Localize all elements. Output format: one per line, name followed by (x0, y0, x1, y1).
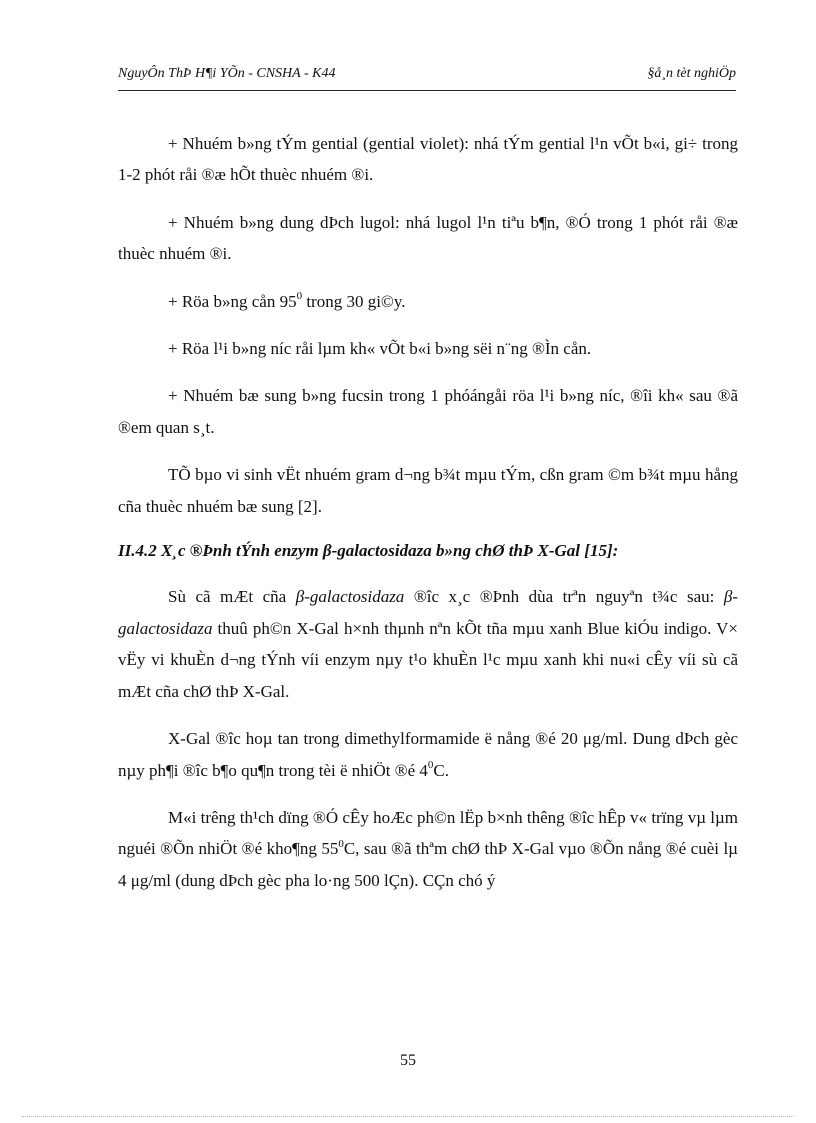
paragraph-text: Sù cã mÆt cña (168, 587, 296, 607)
paragraph-text: + Röa b»ng cån 95 (168, 291, 297, 311)
enzyme-name: β-galactosidaza (295, 587, 405, 607)
paragraph-gential: + Nhuém b»ng tÝm gential (gential violet): nhá tÝm gential l¹n vÕt b«i, gi÷ trong 1-2 phót råi ®æ hÕt thuèc nhuém ®i. (118, 134, 738, 185)
paragraph-text: M«i trêng th¹ch dïng ®Ó cÊy hoÆc ph©n lËp b×nh thêng ®îc hÊp v« trïng vµ lµm nguéi ®Õn nhiÖt ®é kho¶ng 55 (118, 807, 738, 859)
paragraph-text: X-Gal ®îc hoµ tan trong dimethylformamide ë nång ®é 20 μg/ml. Dung dÞch gèc nµy ph¶i ®îc b¶o qu¶n trong tèi ë nhiÖt ®é 4 (118, 729, 738, 780)
paragraph-lugol: + Nhuém b»ng dung dÞch lugol: nhá lugol l¹n tiªu b¶n, ®Ó trong 1 phót råi ®æ thuèc nhuém ®i. (118, 212, 738, 264)
paragraph-principle (118, 581, 738, 707)
paragraph-gram-result: TÕ bµo vi sinh vËt nhuém gram d¬ng b¾t mµu tÝm, cßn gram ©m b¾t mµu hång cña thuèc nhuém bæ sung [2]. (118, 465, 738, 516)
paragraph-text: trong 30 gi©y. (302, 291, 406, 311)
enzyme-name: β-galactosidaza (118, 587, 738, 638)
page-number: 55 (400, 1052, 416, 1069)
paragraph-water-wash: + Röa l¹i b»ng níc råi lµm kh« vÕt b«i b»ng sëi n¨ng ®Ìn cån. (168, 339, 592, 359)
paragraph-text: thuû ph©n X-Gal h×nh thµnh nªn kÕt tña mµu xanh Blue kiÓu indigo. V× vËy vi khuÈn d¬ng tÝnh víi enzym nµy t¹o khuÈn l¹c mµu xanh khi nu«i cÊy víi sù cã mÆt cña chØ thÞ X-Gal. (118, 618, 738, 701)
degree-superscript: 0 (427, 758, 434, 771)
section-heading: II.4.2 X¸c ®Þnh tÝnh enzym β-galactosidaza b»ng chØ thÞ X-Gal [15]: (118, 541, 619, 561)
header-doc-type: §å¸n tèt nghiÖp (647, 66, 736, 81)
page-bottom-border (22, 1116, 794, 1117)
paragraph-text: C, sau ®ã thªm chØ thÞ X-Gal vµo ®Õn nång ®é cuèi lµ 4 μg/ml (dung dÞch gèc pha lo·ng 500 lÇn). CÇn chó ý (118, 839, 738, 890)
paragraph-text: ®îc x¸c ®Þnh dùa trªn nguyªn t¾c sau: (404, 587, 724, 607)
paragraph-xgal-solution (118, 723, 738, 786)
header-author: NguyÔn ThÞ H¶i YÕn - CNSHA - K44 (118, 66, 336, 81)
degree-superscript: 0 (338, 837, 344, 850)
paragraph-medium (118, 802, 738, 896)
degree-superscript: 0 (296, 289, 303, 302)
header-rule (118, 90, 736, 91)
page-body (118, 128, 738, 912)
running-header (118, 66, 736, 86)
paragraph-alcohol-wash (118, 286, 738, 317)
paragraph-fucsin: + Nhuém bæ sung b»ng fucsin trong 1 phóángåi röa l¹i b»ng níc, ®îi kh« sau ®ã ®em quan s¸t. (118, 386, 738, 437)
paragraph-text: C. (433, 760, 450, 780)
